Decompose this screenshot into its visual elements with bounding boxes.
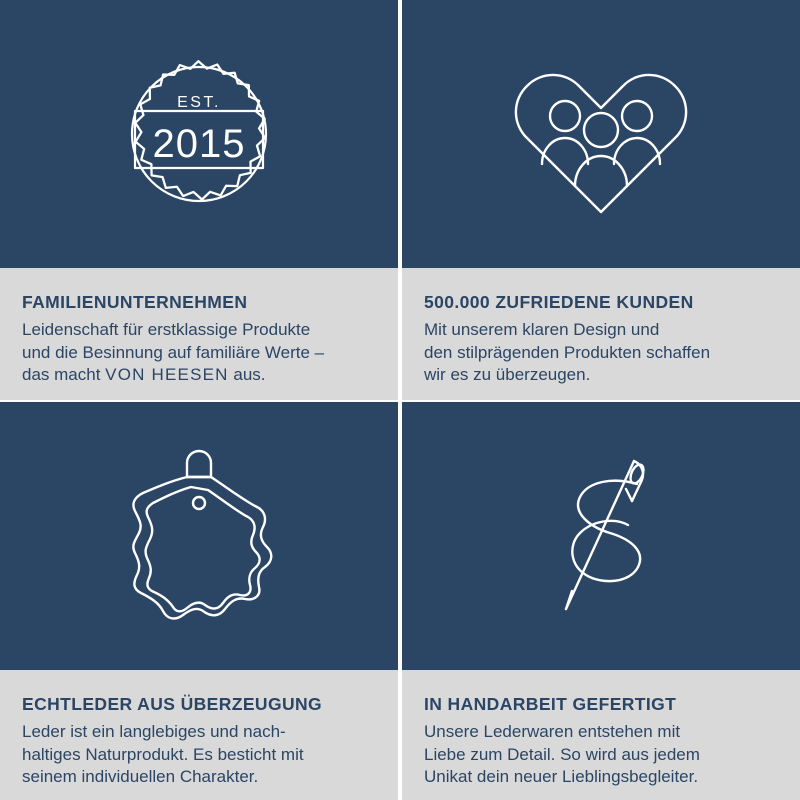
headline-echtleder: ECHTLEDER AUS ÜBERZEUGUNG [22, 694, 323, 714]
headline-familienunternehmen: FAMILIENUNTERNEHMEN [22, 292, 248, 312]
headline-zufriedene-kunden: 500.000 ZUFRIEDENE KUNDEN [424, 292, 694, 312]
icon-area-echtleder [0, 402, 398, 670]
body-line-1: Mit unserem klaren Design und [424, 320, 660, 340]
text-area-echtleder [0, 670, 398, 800]
heart-with-people-icon [501, 44, 701, 224]
leather-hide-tag-icon [99, 441, 299, 631]
body-line-3: Unikat dein neuer Lieblingsbegleiter. [424, 767, 699, 786]
body-line-2: den stilprägenden Produkten schaffen [424, 342, 711, 362]
text-area-familienunternehmen [0, 268, 398, 400]
est-badge-2015-icon [104, 39, 294, 229]
body-line-3-post: aus. [228, 365, 266, 384]
icon-area-zufriedene-kunden [402, 0, 800, 268]
body-line-3: wir es zu überzeugen. [424, 365, 591, 384]
body-handarbeit [424, 721, 776, 788]
year-label: 2015 [152, 122, 246, 166]
body-echtleder [22, 721, 374, 788]
headline-handarbeit: IN HANDARBEIT GEFERTIGT [424, 694, 677, 714]
panel-familienunternehmen [0, 0, 400, 400]
est-label: EST. [177, 94, 221, 111]
panel-handarbeit [400, 400, 800, 800]
body-line-1: Leidenschaft für erstklassige Produkte [22, 320, 311, 340]
body-familienunternehmen [22, 319, 374, 386]
icon-area-handarbeit [402, 402, 800, 670]
body-zufriedene-kunden [424, 319, 776, 386]
body-line-3-pre: das macht [22, 365, 106, 384]
panel-echtleder [0, 400, 400, 800]
body-line-1: Leder ist ein langlebiges und nach- [22, 722, 286, 742]
panel-zufriedene-kunden [400, 0, 800, 400]
body-line-2: Liebe zum Detail. So wird aus jedem [424, 744, 700, 764]
text-area-handarbeit [402, 670, 800, 800]
needle-and-thread-icon [506, 441, 696, 631]
text-area-zufriedene-kunden [402, 268, 800, 400]
body-line-3: seinem individuellen Charakter. [22, 767, 259, 786]
body-line-2: und die Besinnung auf familiäre Werte – [22, 342, 325, 362]
brand-name: VON HEESEN [105, 365, 229, 384]
icon-area-familienunternehmen [0, 0, 398, 268]
body-line-2: haltiges Naturprodukt. Es besticht mit [22, 744, 304, 764]
body-line-1: Unsere Lederwaren entstehen mit [424, 722, 681, 742]
